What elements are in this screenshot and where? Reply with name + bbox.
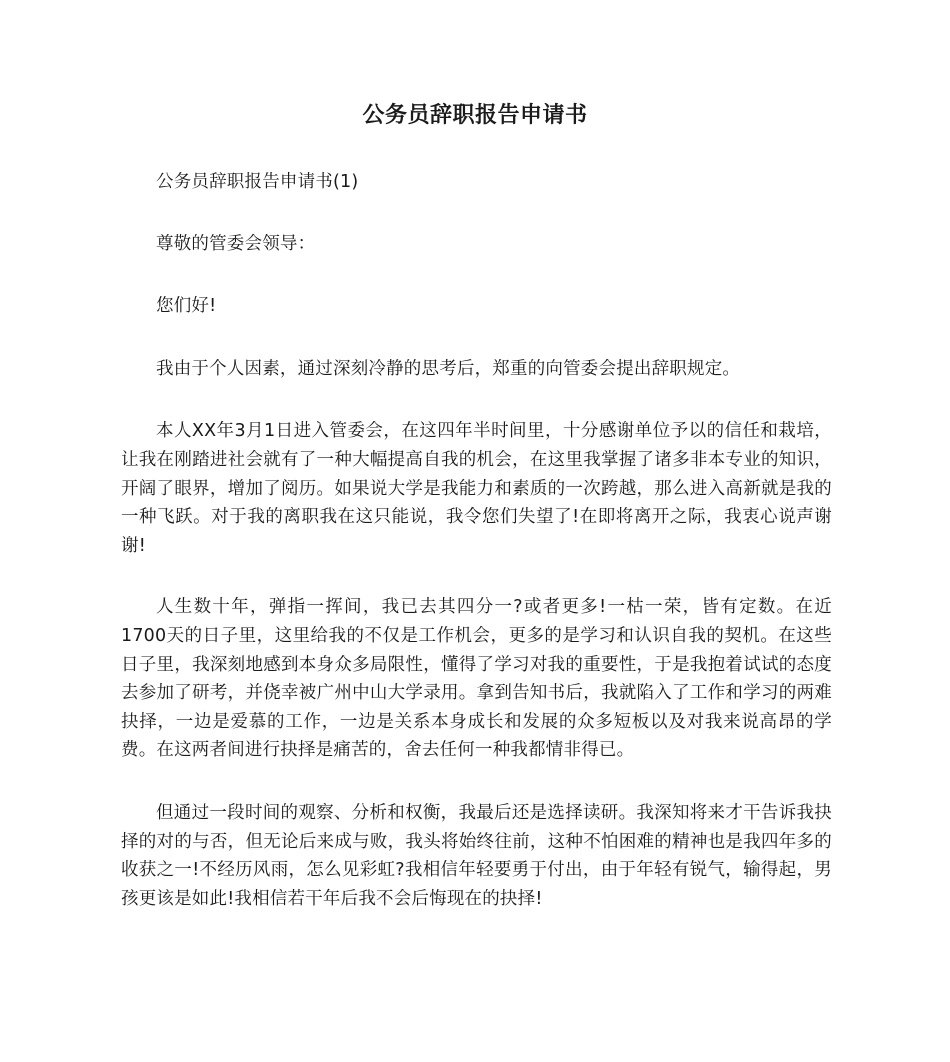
document-body [121,168,832,913]
greeting-paragraph: 您们好! [156,296,217,317]
body-paragraph: 人生数十年，弹指一挥间，我已去其四分一?或者更多!一枯一荣，皆有定数。在近1700天的日子里，这里给我的不仅是工作机会，更多的是学习和认识自我的契机。在这些日子里，我深刻地感到本身众多局限性，懂得了学习对我的重要性，于是我抱着试试的态度去参加了研考，并侥幸被广州中山大学录用。拿到告知书后，我就陷入了工作和学习的两难抉择，一边是爱慕的工作，一边是关系本身成长和发展的众多短板以及对我来说高昂的学费。在这两者间进行抉择是痛苦的，舍去任何一种我都情非得已。 [121,597,832,761]
salutation-paragraph: 尊敬的管委会领导： [156,233,316,254]
body-paragraph: 我由于个人因素，通过深刻冷静的思考后，郑重的向管委会提出辞职规定。 [156,358,741,379]
body-paragraph: 但通过一段时间的观察、分析和权衡，我最后还是选择读研。我深知将来才干告诉我抉择的对的与否，但无论后来成与败，我头将始终往前，这种不怕困难的精神也是我四年多的收获之一!不经历风雨，怎么见彩虹?我相信年轻要勇于付出，由于年轻有锐气，输得起，男孩更该是如此!我相信若干年后我不会后悔现在的抉择! [121,802,832,909]
document-title: 公务员辞职报告申请书 [362,103,588,128]
subtitle-paragraph: 公务员辞职报告申请书(1) [156,172,359,192]
body-paragraph: 本人XX年3月1日进入管委会，在这四年半时间里，十分感谢单位予以的信任和栽培，让我在刚踏进社会就有了一种大幅提高自我的机会，在这里我掌握了诸多非本专业的知识，开阔了眼界，增加了阅历。如果说大学是我能力和素质的一次跨越，那么进入高新就是我的一种飞跃。对于我的离职我在这只能说，我令您们失望了!在即将离开之际，我衷心说声谢谢! [121,421,832,556]
